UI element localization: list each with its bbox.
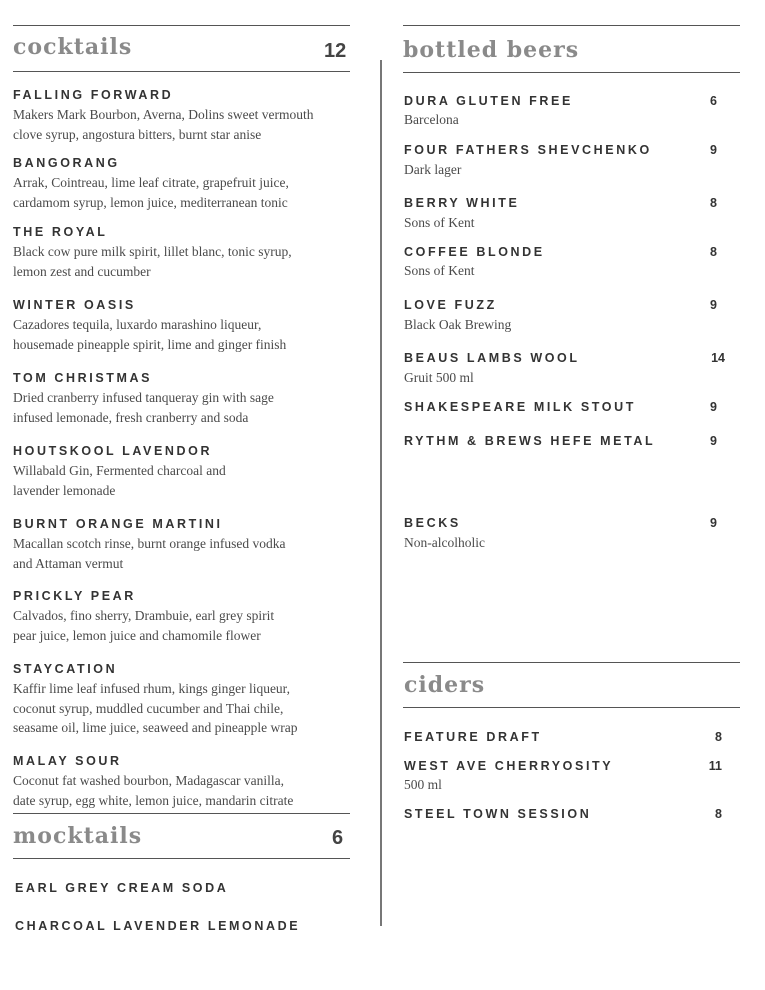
cocktail-desc: cardamom syrup, lemon juice, mediterranean tonic — [13, 195, 288, 210]
cocktail-desc: Dried cranberry infused tanqueray gin with sage — [13, 390, 274, 405]
mocktails-top-rule — [13, 813, 350, 814]
beer-price: 9 — [710, 143, 717, 157]
ciders-bottom-rule — [403, 707, 740, 708]
beers-title: bottled beers — [403, 37, 580, 63]
cider-price: 8 — [715, 807, 722, 821]
cocktail-name: FALLING FORWARD — [13, 88, 174, 102]
mocktails-price: 6 — [332, 827, 344, 849]
beers-top-rule — [403, 25, 740, 26]
cocktail-name: THE ROYAL — [13, 225, 108, 239]
cocktail-desc: Kaffir lime leaf infused rhum, kings ginger liqueur, — [13, 681, 291, 696]
cider-name: FEATURE DRAFT — [404, 730, 542, 744]
cocktail-desc: Calvados, fino sherry, Drambuie, earl grey spirit — [13, 608, 275, 623]
beer-price: 9 — [710, 516, 717, 530]
cocktails-top-rule — [13, 25, 350, 26]
mocktail-name: EARL GREY CREAM SODA — [15, 881, 229, 895]
beer-name: LOVE FUZZ — [404, 298, 497, 312]
cocktails-price: 12 — [324, 40, 347, 62]
beer-price: 8 — [710, 245, 717, 259]
ciders-top-rule — [403, 662, 740, 663]
beer-name: RYTHM & BREWS HEFE METAL — [404, 434, 656, 448]
cider-name: WEST AVE CHERRYOSITY — [404, 759, 614, 773]
cocktail-desc: Willabald Gin, Fermented charcoal and — [13, 463, 226, 478]
beer-name: COFFEE BLONDE — [404, 245, 545, 259]
ciders-title: ciders — [404, 672, 486, 698]
cocktail-desc: infused lemonade, fresh cranberry and soda — [13, 410, 249, 425]
beer-desc: Gruit 500 ml — [404, 370, 474, 385]
beer-price: 6 — [710, 94, 717, 108]
cocktail-name: BANGORANG — [13, 156, 120, 170]
mocktail-name: CHARCOAL LAVENDER LEMONADE — [15, 919, 301, 933]
cocktail-name: TOM CHRISTMAS — [13, 371, 153, 385]
beer-price: 9 — [710, 400, 717, 414]
cocktail-desc: Coconut fat washed bourbon, Madagascar vanilla, — [13, 773, 285, 788]
cocktail-desc: Arrak, Cointreau, lime leaf citrate, grapefruit juice, — [13, 175, 289, 190]
cocktail-desc: coconut syrup, muddled cucumber and Thai chile, — [13, 701, 284, 716]
beer-name: DURA GLUTEN FREE — [404, 94, 573, 108]
cocktail-desc: and Attaman vermut — [13, 556, 124, 571]
cocktail-desc: date syrup, egg white, lemon juice, mandarin citrate — [13, 793, 294, 808]
cider-price: 8 — [715, 730, 722, 744]
beer-desc: Non-alcolholic — [404, 535, 485, 550]
cocktail-desc: pear juice, lemon juice and chamomile flower — [13, 628, 261, 643]
beer-name: SHAKESPEARE MILK STOUT — [404, 400, 636, 414]
beer-price: 14 — [711, 351, 725, 365]
cocktails-title: cocktails — [13, 34, 133, 60]
beer-name: FOUR FATHERS SHEVCHENKO — [404, 143, 652, 157]
beer-desc: Sons of Kent — [404, 215, 475, 230]
beer-desc: Black Oak Brewing — [404, 317, 512, 332]
beer-price: 9 — [710, 298, 717, 312]
beer-name: BECKS — [404, 516, 461, 530]
cocktail-desc: lavender lemonade — [13, 483, 116, 498]
cocktail-name: STAYCATION — [13, 662, 118, 676]
beer-price: 8 — [710, 196, 717, 210]
cocktail-name: HOUTSKOOL LAVENDOR — [13, 444, 213, 458]
beer-desc: Dark lager — [404, 162, 462, 177]
cider-name: STEEL TOWN SESSION — [404, 807, 592, 821]
cider-desc: 500 ml — [404, 777, 442, 792]
cocktail-name: MALAY SOUR — [13, 754, 122, 768]
cocktail-desc: Makers Mark Bourbon, Averna, Dolins sweet vermouth — [13, 107, 314, 122]
cocktail-desc: Macallan scotch rinse, burnt orange infused vodka — [13, 536, 286, 551]
cocktail-desc: seasame oil, lime juice, seaweed and pineapple wrap — [13, 720, 298, 735]
beer-price: 9 — [710, 434, 717, 448]
cocktail-desc: clove syrup, angostura bitters, burnt star anise — [13, 127, 262, 142]
cocktail-desc: Cazadores tequila, luxardo marashino liqueur, — [13, 317, 262, 332]
cocktail-desc: lemon zest and cucumber — [13, 264, 151, 279]
column-divider — [380, 60, 382, 926]
cocktails-bottom-rule — [13, 71, 350, 72]
cocktail-name: BURNT ORANGE MARTINI — [13, 517, 223, 531]
beer-desc: Barcelona — [404, 112, 459, 127]
mocktails-title: mocktails — [13, 823, 143, 849]
cocktail-name: WINTER OASIS — [13, 298, 136, 312]
beer-name: BERRY WHITE — [404, 196, 520, 210]
beer-name: BEAUS LAMBS WOOL — [404, 351, 580, 365]
cocktail-desc: Black cow pure milk spirit, lillet blanc, tonic syrup, — [13, 244, 292, 259]
beers-bottom-rule — [403, 72, 740, 73]
cocktail-name: PRICKLY PEAR — [13, 589, 136, 603]
cider-price: 11 — [708, 759, 722, 773]
mocktails-bottom-rule — [13, 858, 350, 859]
beer-desc: Sons of Kent — [404, 263, 475, 278]
cocktail-desc: housemade pineapple spirit, lime and ginger finish — [13, 337, 287, 352]
